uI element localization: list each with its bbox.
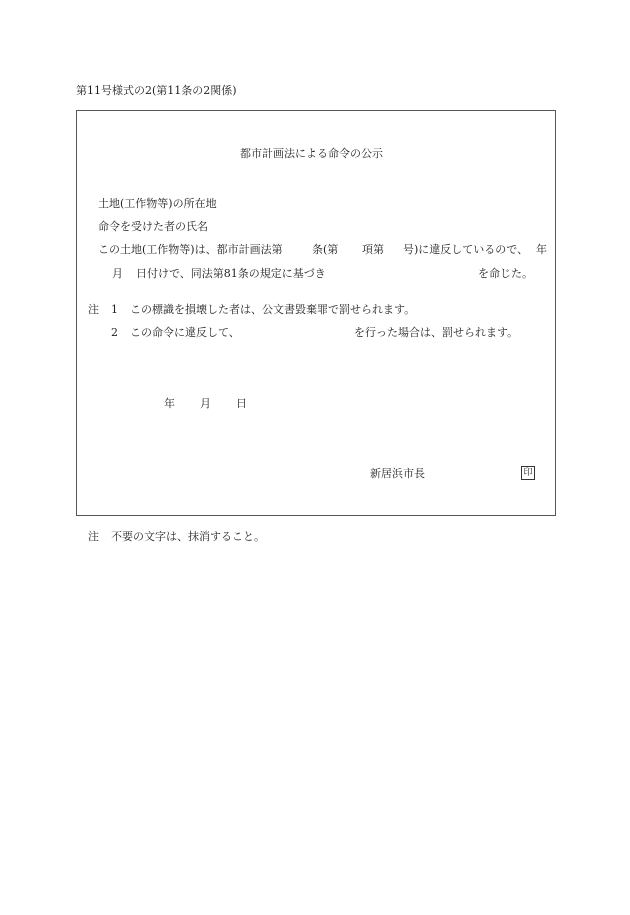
notes-marker: 注 — [88, 303, 99, 316]
date-day: 日 — [236, 397, 247, 410]
form-number: 第11号様式の2(第11条の2関係) — [76, 84, 237, 97]
date-year: 年 — [164, 397, 175, 410]
note-2-text-b: を行った場合は、罰せられます。 — [354, 326, 519, 339]
note-2-text-a: この命令に違反して、 — [130, 326, 240, 339]
footer-note-marker: 注 — [88, 530, 99, 543]
note-1-number: 1 — [111, 303, 118, 316]
body-line1-b: 条(第 — [312, 243, 339, 256]
signatory: 新居浜市長 — [370, 467, 425, 480]
date-month: 月 — [200, 397, 211, 410]
note-1-text: この標識を損壊した者は、公文書毀棄罪で罰せられます。 — [130, 303, 416, 316]
body-line1-a: この土地(工作物等)は、都市計画法第 — [98, 243, 283, 256]
body-line2-a: 月 — [112, 267, 123, 280]
body-line1-e: 年 — [536, 243, 547, 256]
recipient-name-label: 命令を受けた者の氏名 — [98, 220, 208, 233]
body-line1-d: 号)に違反しているので、 — [403, 243, 529, 256]
body-line2-c: を命じた。 — [478, 267, 533, 280]
seal-stamp: 印 — [521, 466, 535, 480]
body-line1-c: 項第 — [362, 243, 384, 256]
note-2-number: 2 — [111, 326, 118, 339]
footer-note-text: 不要の文字は、抹消すること。 — [111, 530, 265, 543]
land-location-label: 土地(工作物等)の所在地 — [98, 197, 217, 210]
body-line2-b: 日付けで、同法第81条の規定に基づき — [136, 267, 326, 280]
form-title: 都市計画法による命令の公示 — [240, 147, 383, 160]
